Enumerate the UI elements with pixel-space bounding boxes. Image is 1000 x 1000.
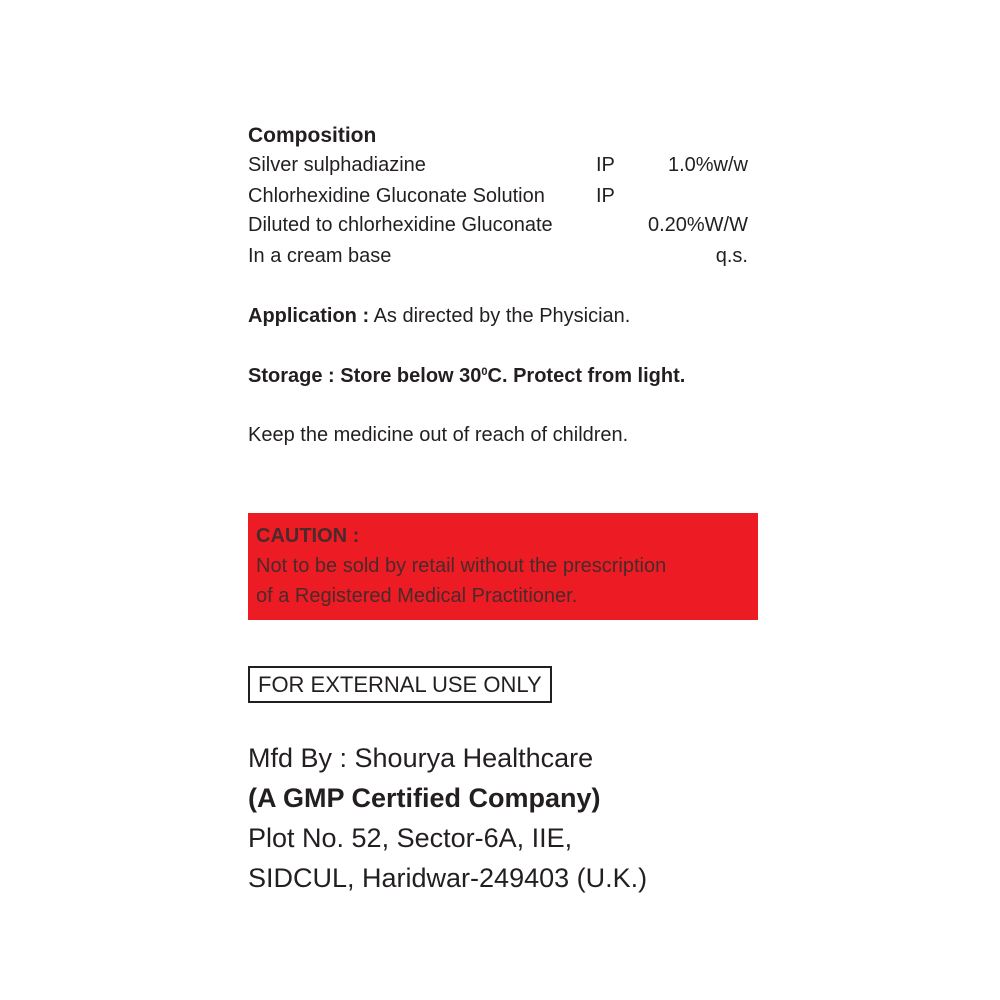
caution-title: CAUTION : xyxy=(256,525,360,547)
storage-label: Storage : Store below 30 xyxy=(248,365,482,387)
composition-row xyxy=(248,241,748,271)
application-label: Application : xyxy=(248,305,370,327)
address-line: SIDCUL, Haridwar-249403 (U.K.) xyxy=(248,863,648,893)
caution-line: of a Registered Medical Practitioner. xyxy=(256,585,578,607)
composition-row xyxy=(248,150,748,180)
ingredient-strength: q.s. xyxy=(715,245,748,267)
ingredient-strength: 0.20%W/W xyxy=(647,214,748,236)
storage-line xyxy=(248,363,685,389)
gmp-certification: (A GMP Certified Company) xyxy=(248,783,601,813)
manufacturer-name: Mfd By : Shourya Healthcare xyxy=(248,743,594,773)
application-line xyxy=(248,303,630,329)
caution-box xyxy=(248,513,758,620)
keep-out-of-reach-text: Keep the medicine out of reach of children. xyxy=(248,424,629,446)
composition-heading: Composition xyxy=(248,124,377,147)
ingredient-standard: IP xyxy=(596,185,615,207)
address-line: Plot No. 52, Sector-6A, IIE, xyxy=(248,823,573,853)
ingredient-name: Silver sulphadiazine xyxy=(248,154,426,176)
ingredient-name: Diluted to chlorhexidine Gluconate xyxy=(248,214,553,236)
ingredient-name: In a cream base xyxy=(248,245,392,267)
composition-row xyxy=(248,210,748,240)
caution-line: Not to be sold by retail without the prescription xyxy=(256,555,667,577)
ingredient-strength: 1.0%w/w xyxy=(667,154,748,176)
ingredient-standard: IP xyxy=(596,154,615,176)
composition-row xyxy=(248,181,748,211)
degree-superscript: 0 xyxy=(481,366,488,378)
application-text: As directed by the Physician. xyxy=(373,305,631,327)
storage-rest: C. Protect from light. xyxy=(487,365,686,387)
external-use-box: FOR EXTERNAL USE ONLY xyxy=(248,666,552,703)
ingredient-name: Chlorhexidine Gluconate Solution xyxy=(248,185,545,207)
